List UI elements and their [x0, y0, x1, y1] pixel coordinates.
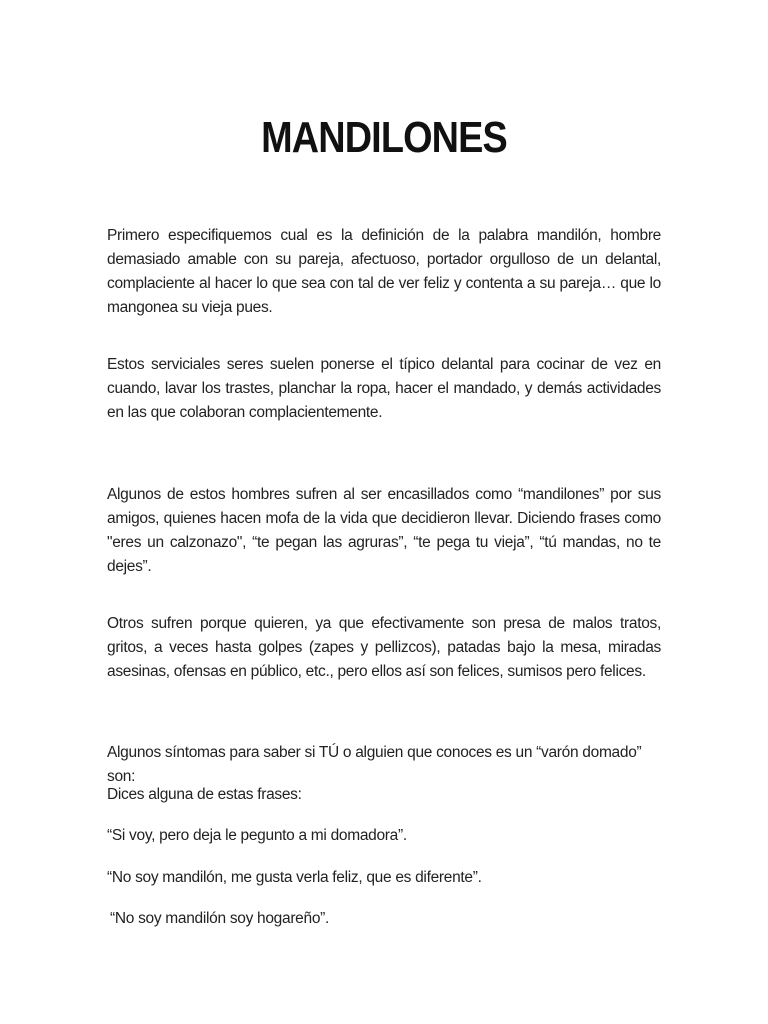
quote-verla-feliz: “No soy mandilón, me gusta verla feliz, que es diferente”.: [107, 869, 482, 886]
quote-hogareno: “No soy mandilón soy hogareño”.: [110, 910, 330, 927]
paragraph-symptoms-intro: Algunos síntomas para saber si TÚ o alguien que conoces es un “varón domado” son:: [107, 744, 642, 785]
quote-domadora: “Si voy, pero deja le pegunto a mi domadora”.: [107, 827, 407, 844]
paragraph-definition: Primero especifiquemos cual es la definición de la palabra mandilón, hombre demasiado amable con su pareja, afectuoso, portador orgulloso de un delantal, complaciente al hacer lo que sea con tal de ver feliz y contenta a su pareja… que lo mangonea su vieja pues.: [107, 227, 661, 316]
paragraph-phrases-intro: Dices alguna de estas frases:: [107, 786, 302, 803]
paragraph-friends-mockery: Algunos de estos hombres sufren al ser encasillados como “mandilones” por sus amigos, quienes hacen mofa de la vida que decidieron llevar. Diciendo frases como "eres un calzonazo", “te pegan las agruras”, “te pega tu vieja”, “tú mandas, no te dejes”.: [107, 486, 661, 575]
paragraph-activities: Estos serviciales seres suelen ponerse el típico delantal para cocinar de vez en cuando, lavar los trastes, planchar la ropa, hacer el mandado, y demás actividades en las que colaboran complacientemente.: [107, 356, 661, 421]
document-title: MANDILONES: [261, 113, 507, 162]
paragraph-mistreatment: Otros sufren porque quieren, ya que efectivamente son presa de malos tratos, gritos, a veces hasta golpes (zapes y pellizcos), patadas bajo la mesa, miradas asesinas, ofensas en público, etc., pero ellos así son felices, sumisos pero felices.: [107, 615, 661, 680]
